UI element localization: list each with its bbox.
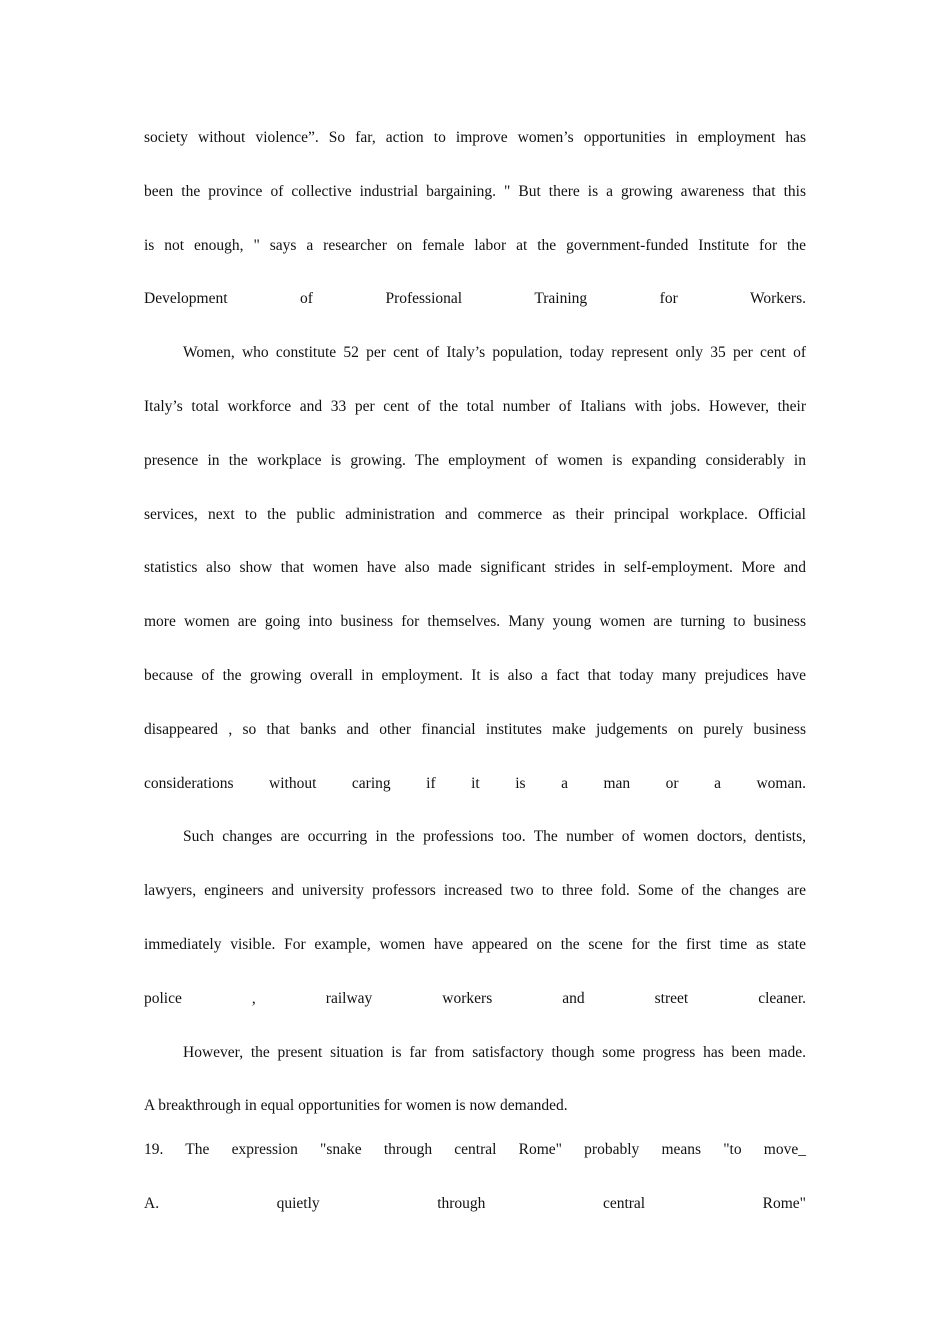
passage-line: considerations without caring if it is a man or a woman. [144, 774, 806, 792]
passage-line: A breakthrough in equal opportunities for women is now demanded. [144, 1097, 568, 1115]
passage-line: disappeared , so that banks and other financial institutes make judgements on purely business [144, 720, 806, 738]
passage-line: presence in the workplace is growing. The employment of women is expanding considerably in [144, 451, 806, 469]
passage-line: services, next to the public administration and commerce as their principal workplace. Official [144, 505, 806, 523]
passage-line: immediately visible. For example, women have appeared on the scene for the first time as state [144, 935, 806, 953]
passage-line: because of the growing overall in employment. It is also a fact that today many prejudices have [144, 666, 806, 684]
passage-line: society without violence”. So far, action to improve women’s opportunities in employment has [144, 129, 806, 146]
answer-option-a: A. quietly through central Rome" [144, 1194, 806, 1212]
paragraph-start-line: However, the present situation is far from satisfactory though some progress has been made. [183, 1043, 806, 1061]
passage-line: Italy’s total workforce and 33 per cent of the total number of Italians with jobs. However, their [144, 397, 806, 415]
passage-text [144, 111, 806, 1133]
passage-line: more women are going into business for themselves. Many young women are turning to business [144, 613, 806, 631]
passage-line: been the province of collective industrial bargaining. " But there is a growing awareness that this [144, 182, 806, 200]
passage-line: is not enough, " says a researcher on female labor at the government-funded Institute for the [144, 236, 806, 254]
passage-line: police , railway workers and street cleaner. [144, 989, 806, 1007]
passage-line: lawyers, engineers and university professors increased two to three fold. Some of the changes are [144, 882, 806, 900]
paragraph-start-line: Women, who constitute 52 per cent of Italy’s population, today represent only 35 per cent of [183, 344, 806, 362]
passage-line: statistics also show that women have also made significant strides in self-employment. More and [144, 559, 806, 577]
paragraph-start-line: Such changes are occurring in the professions too. The number of women doctors, dentists, [183, 828, 806, 846]
question-19 [144, 1123, 806, 1231]
passage-line: Development of Professional Training for Workers. [144, 290, 806, 308]
question-stem: 19. The expression "snake through central Rome" probably means "to move_ [144, 1141, 806, 1158]
